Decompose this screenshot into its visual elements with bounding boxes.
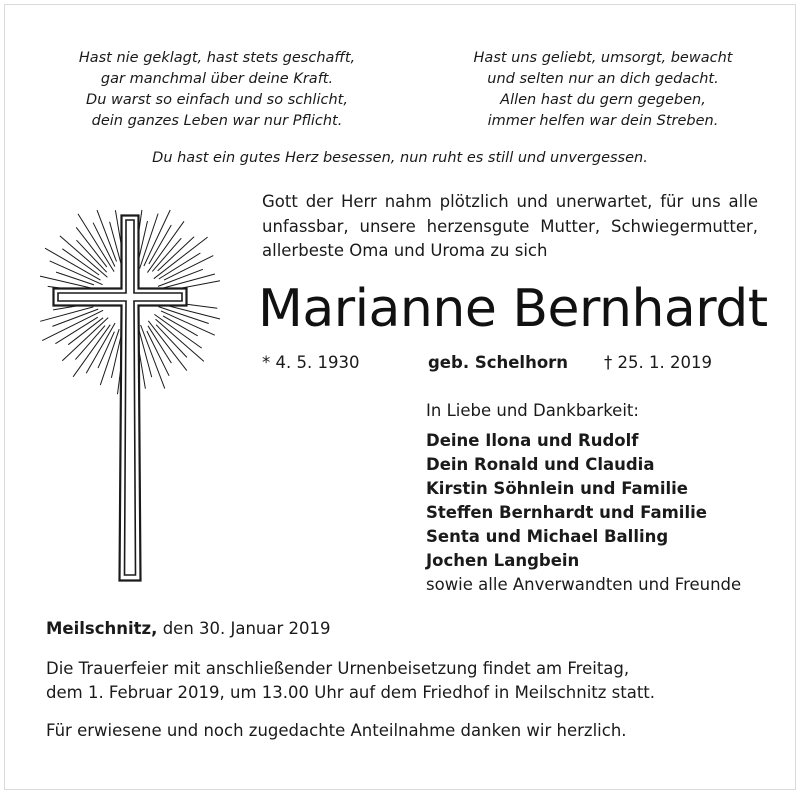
poem-line: immer helfen war dein Streben. (487, 113, 719, 129)
poem-line: gar manchmal über deine Kraft. (100, 71, 334, 87)
cross-ray (68, 318, 103, 345)
mourner: Deine Ilona und Rudolf (426, 431, 639, 450)
cross-ray (158, 237, 194, 271)
cross-ray (75, 326, 105, 360)
closing-thanks: Für erwiesene und noch zugedachte Anteilnahme danken wir herzlich. (46, 721, 627, 740)
cross-ray (76, 227, 107, 267)
cross-ray (144, 210, 170, 266)
mourner: Steffen Bernhardt und Familie (426, 503, 707, 522)
poem-line: dein ganzes Leben war nur Pflicht. (91, 113, 343, 129)
poem-line: Hast nie geklagt, hast stets geschafft, (78, 50, 356, 66)
cross-ray (60, 236, 108, 277)
place-date-text: den 30. Januar 2019 (162, 619, 331, 638)
poem-line: und selten nur an dich gedacht. (487, 71, 719, 87)
cross-ray (163, 274, 215, 288)
deceased-name: Marianne Bernhardt (258, 279, 768, 339)
poem-right (430, 48, 776, 132)
poem-couplet: Du hast ein gutes Herz besessen, nun ruht es still und unvergessen. (152, 150, 648, 166)
mourner: Dein Ronald und Claudia (426, 455, 655, 474)
mourners-extra: sowie alle Anverwandten und Freunde (426, 575, 742, 594)
poem-line: Hast uns geliebt, umsorgt, bewacht (473, 50, 733, 66)
service-line: dem 1. Februar 2019, um 13.00 Uhr auf dem Friedhof in Meilschnitz statt. (46, 683, 656, 702)
announcement-line: allerbeste Oma und Uroma zu sich (262, 241, 548, 260)
mourners-list (426, 429, 741, 597)
service-info (46, 657, 655, 705)
service-line: Die Trauerfeier mit anschließender Urnenbeisetzung findet am Freitag, (46, 659, 630, 678)
mourner: Kirstin Söhnlein und Familie (426, 479, 688, 498)
cross-ray (152, 238, 181, 271)
maiden-name: geb. Schelhorn (428, 353, 569, 372)
cross-ray (154, 314, 201, 348)
mourner: Senta und Michael Balling (426, 527, 669, 546)
death-date: † 25. 1. 2019 (604, 353, 712, 372)
cross-ray (156, 325, 187, 358)
birth-date: * 4. 5. 1930 (262, 353, 360, 372)
announcement-text (262, 190, 758, 264)
announcement-line: unfassbar, unsere herzensgute Mutter, Schwiegermutter, (262, 216, 758, 236)
cross-ray (77, 240, 107, 272)
place-town: Meilschnitz, (46, 619, 158, 638)
mourner: Jochen Langbein (426, 551, 580, 570)
place-date (46, 617, 331, 641)
cross-ray (154, 237, 208, 279)
radiant-cross-icon (38, 208, 222, 592)
poem-line: Allen hast du gern gegeben, (500, 92, 706, 108)
thanks-heading: In Liebe und Dankbarkeit: (426, 401, 639, 420)
poem-left (38, 48, 396, 132)
cross-ray (62, 318, 108, 361)
poem-line: Du warst so einfach und so schlicht, (86, 92, 348, 108)
announcement-line: Gott der Herr nahm plötzlich und unerwartet, für uns alle (262, 192, 758, 211)
cross-ray (78, 214, 114, 272)
